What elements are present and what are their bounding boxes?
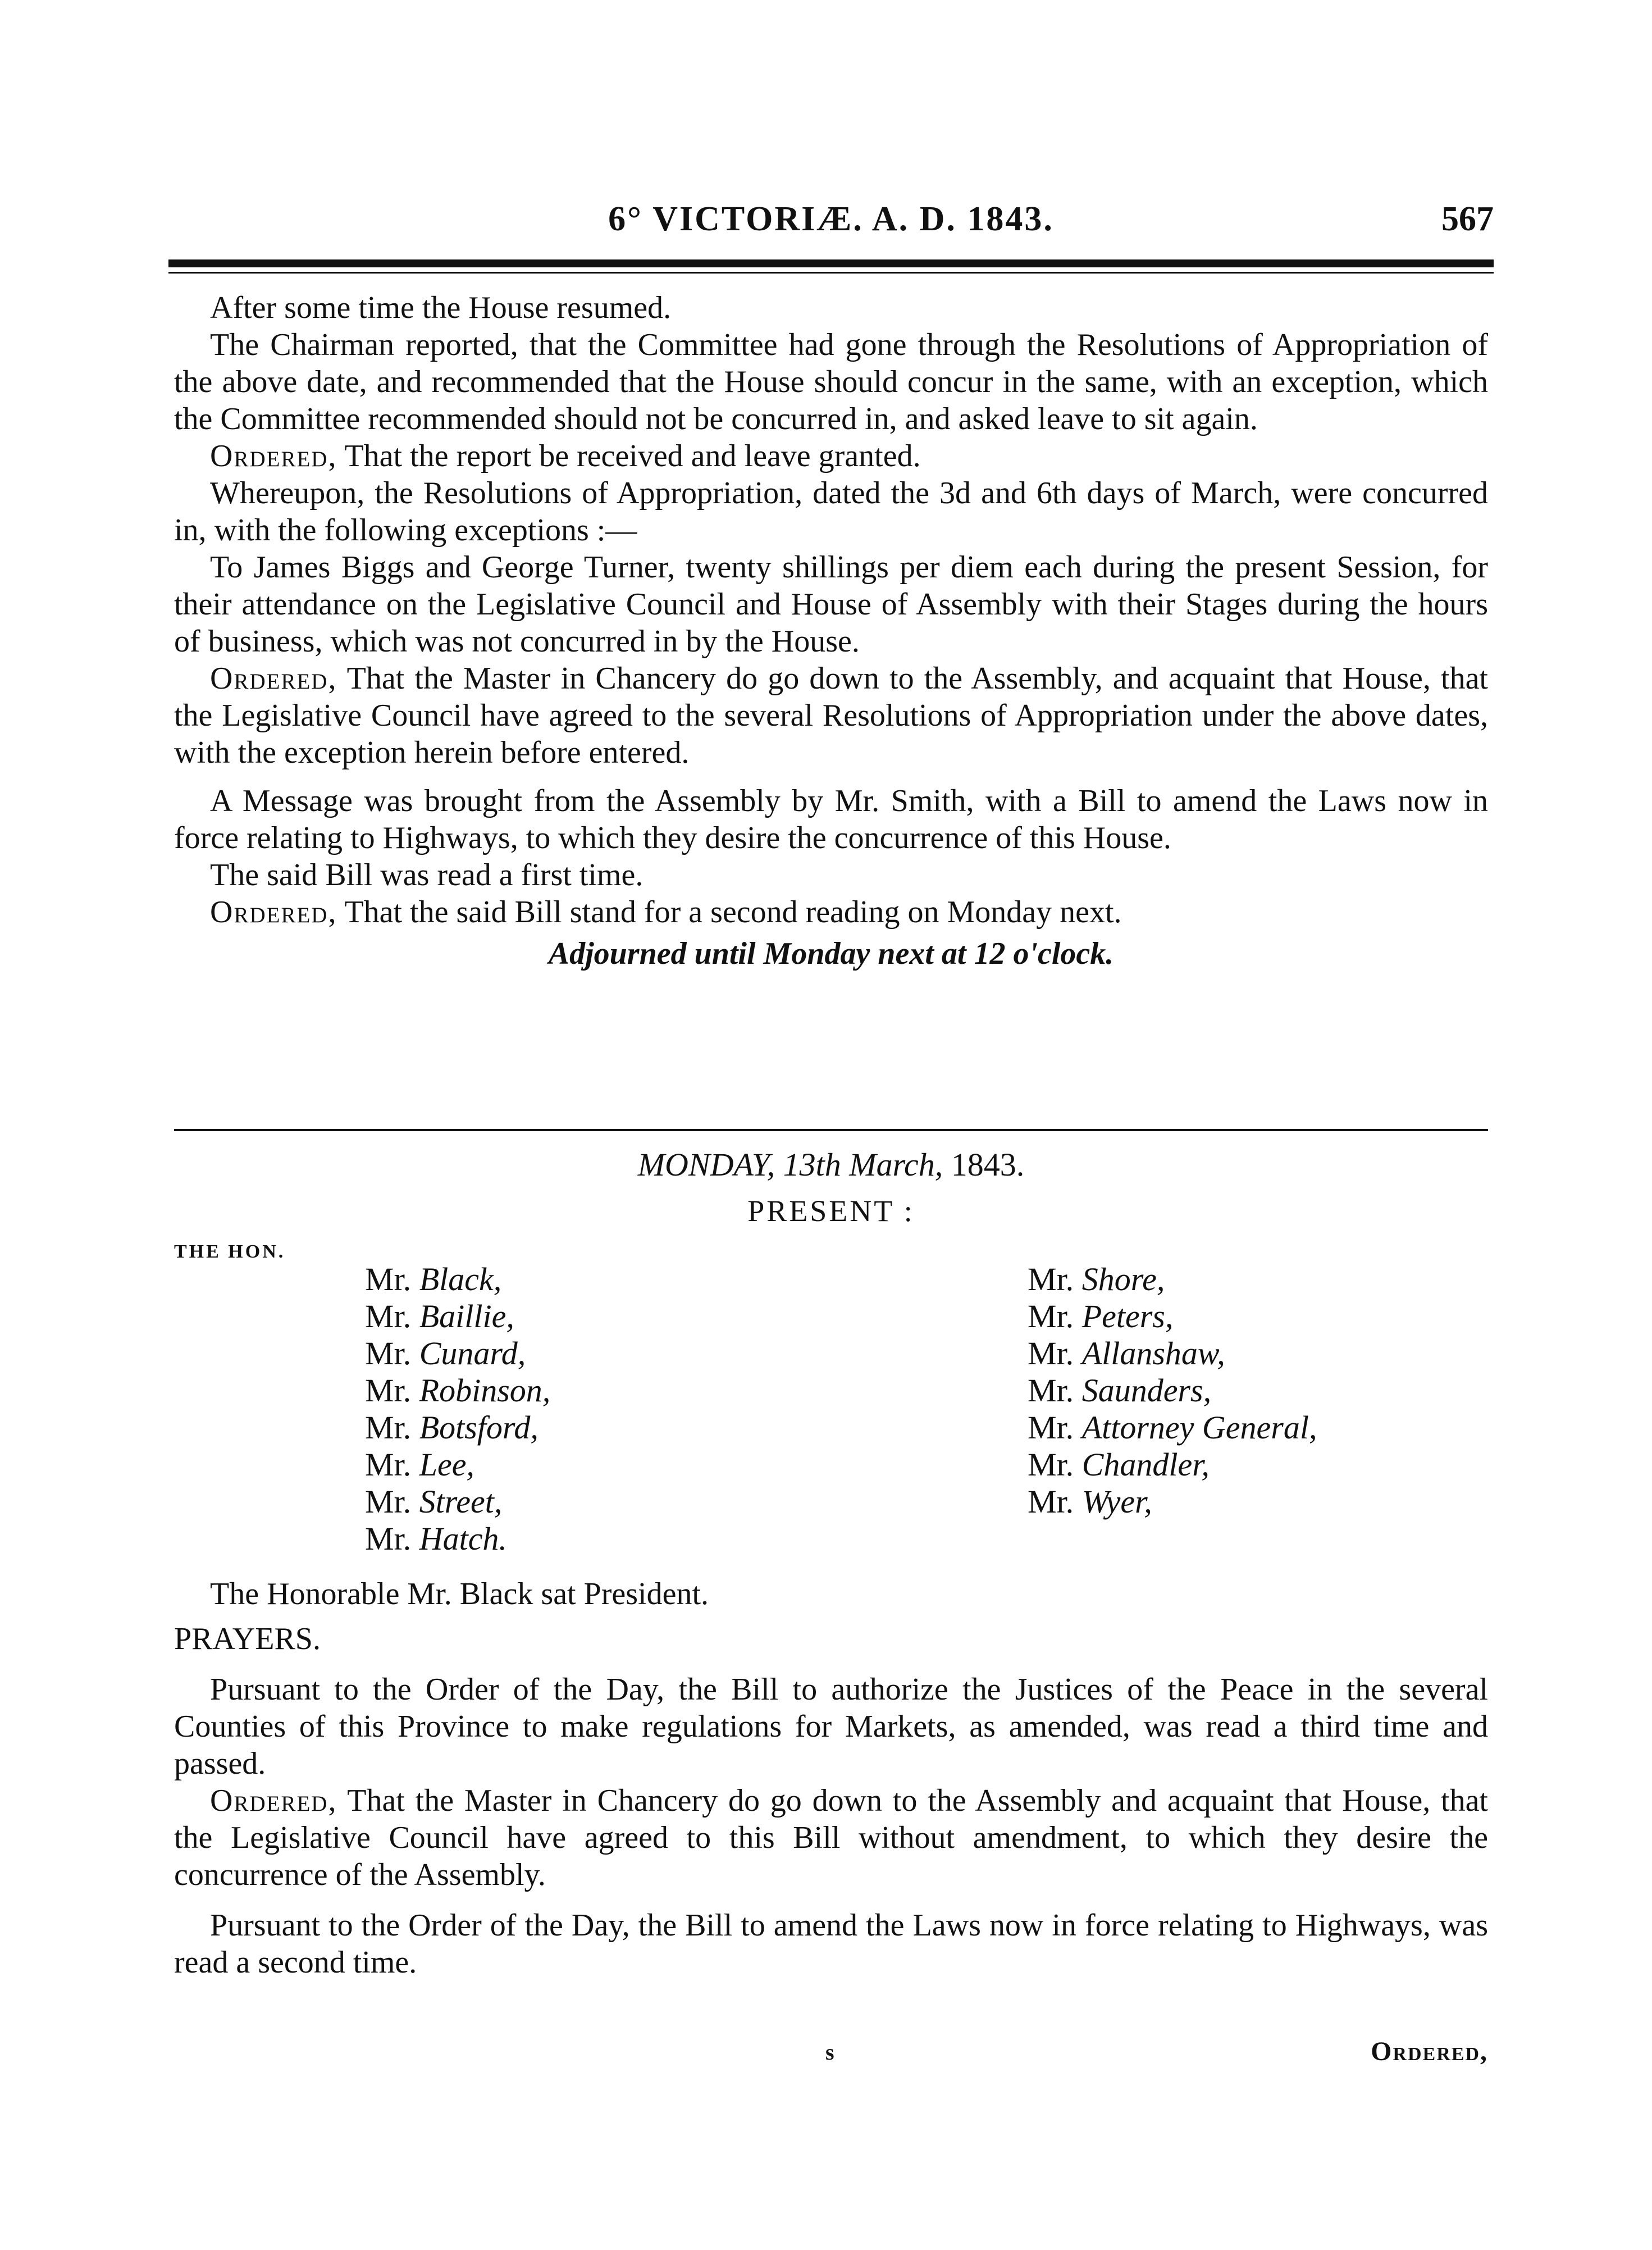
adjournment-line: Adjourned until Monday next at 12 o'clock. — [548, 936, 1114, 971]
header-rule-thin — [168, 272, 1494, 274]
member-name: Street, — [419, 1483, 503, 1520]
member-title: Mr. — [365, 1520, 412, 1557]
member-title: Mr. — [365, 1298, 412, 1334]
member-name: Wyer, — [1081, 1483, 1152, 1520]
paragraph-text: That the Master in Chancery do go down to the Assembly, and acquaint that House, that the Legislative Council have agreed to the several Resolutions of Appropriation under the above dates, with the exception herein before entered. — [174, 661, 1488, 770]
member-name: Robinson, — [419, 1372, 551, 1409]
section-divider — [174, 1129, 1488, 1131]
paragraph: The said Bill was read a first time. — [210, 858, 644, 892]
member-title: Mr. — [365, 1409, 412, 1446]
paragraph — [174, 438, 1488, 475]
member-entry — [365, 1409, 550, 1446]
ordered-lead: Ordered, — [210, 439, 337, 473]
paragraph — [174, 660, 1488, 771]
member-entry — [1028, 1446, 1317, 1483]
present-heading: PRESENT : — [747, 1194, 915, 1228]
running-header — [168, 199, 1494, 256]
member-title: Mr. — [1028, 1409, 1074, 1446]
paragraph — [174, 1782, 1488, 1893]
proceedings-section-1 — [174, 289, 1488, 972]
member-entry — [1028, 1335, 1317, 1372]
members-list-right — [1028, 1261, 1317, 1520]
paragraph — [174, 894, 1488, 931]
member-title: Mr. — [1028, 1298, 1074, 1334]
paragraph-text: That the Master in Chancery do go down to the Assembly and acquaint that House, that the Legislative Council have agreed to this Bill without amendment, to which they desire the concurrence of the Assembly. — [174, 1783, 1488, 1892]
sitting-date — [174, 1146, 1488, 1183]
member-name: Hatch. — [419, 1520, 507, 1557]
paragraph: Pursuant to the Order of the Day, the Bill to amend the Laws now in force relating to Highways, was read a second time. — [174, 1908, 1488, 1980]
member-entry — [1028, 1409, 1317, 1446]
member-title: Mr. — [365, 1372, 412, 1409]
proceedings-section-2 — [174, 1575, 1488, 1981]
ordered-lead: Ordered, — [210, 1783, 337, 1818]
members-list-left — [365, 1261, 550, 1557]
member-name: Allanshaw, — [1081, 1335, 1225, 1372]
member-name: Shore, — [1081, 1261, 1165, 1297]
member-entry — [1028, 1298, 1317, 1335]
sitting-date-rest: 13th March, — [783, 1146, 943, 1183]
ordered-lead: Ordered, — [210, 895, 337, 930]
paragraph: After some time the House resumed. — [210, 290, 672, 325]
member-entry — [365, 1446, 550, 1483]
member-entry — [1028, 1372, 1317, 1409]
member-name: Saunders, — [1081, 1372, 1212, 1409]
member-title: Mr. — [1028, 1261, 1074, 1297]
member-name: Baillie, — [419, 1298, 514, 1334]
member-entry — [365, 1483, 550, 1520]
paragraph: A Message was brought from the Assembly by Mr. Smith, with a Bill to amend the Laws now in force relating to Highways, to which they desire the concurrence of this House. — [174, 784, 1488, 855]
catchword: Ordered, — [1371, 2037, 1488, 2066]
member-name: Attorney General, — [1081, 1409, 1317, 1446]
member-name: Chandler, — [1081, 1446, 1210, 1483]
member-title: Mr. — [1028, 1446, 1074, 1483]
sitting-day: MONDAY, — [637, 1146, 775, 1183]
ordered-lead: Ordered, — [210, 661, 337, 696]
member-entry — [365, 1261, 550, 1298]
the-hon-label: THE HON. — [174, 1241, 286, 1262]
sitting-year: 1843. — [951, 1146, 1025, 1183]
paragraph: The Honorable Mr. Black sat President. — [210, 1577, 709, 1611]
paragraph: The Chairman reported, that the Committee had gone through the Resolutions of Appropriation of the above date, and recommended that the House should concur in the same, with an exception, which the Committee recommended should not be concurred in, and asked leave to sit again. — [174, 327, 1488, 436]
member-entry — [1028, 1483, 1317, 1520]
member-entry — [365, 1335, 550, 1372]
member-title: Mr. — [365, 1483, 412, 1520]
paragraph: Pursuant to the Order of the Day, the Bill to authorize the Justices of the Peace in the several Counties of this Province to make regulations for Markets, as amended, was read a third time and passed. — [174, 1672, 1488, 1781]
running-title: 6° VICTORIÆ. A. D. 1843. — [608, 200, 1054, 238]
member-title: Mr. — [1028, 1483, 1074, 1520]
member-name: Peters, — [1081, 1298, 1174, 1334]
member-title: Mr. — [365, 1261, 412, 1297]
header-rule-thick — [168, 259, 1494, 267]
member-entry — [1028, 1261, 1317, 1298]
member-name: Cunard, — [419, 1335, 526, 1372]
member-entry — [365, 1372, 550, 1409]
member-entry — [365, 1298, 550, 1335]
member-name: Black, — [419, 1261, 502, 1297]
page-number: 567 — [1441, 200, 1494, 238]
prayers-heading: PRAYERS. — [174, 1622, 321, 1656]
paragraph: To James Biggs and George Turner, twenty shillings per diem each during the present Session, for their attendance on the Legislative Council and House of Assembly with their Stages during the hours of business, which was not concurred in by the House. — [174, 550, 1488, 659]
member-name: Lee, — [419, 1446, 474, 1483]
paragraph: Whereupon, the Resolutions of Appropriation, dated the 3d and 6th days of March, were concurred in, with the following exceptions :— — [174, 476, 1488, 548]
member-title: Mr. — [365, 1446, 412, 1483]
member-title: Mr. — [1028, 1335, 1074, 1372]
member-title: Mr. — [365, 1335, 412, 1372]
signature-mark: s — [825, 2039, 834, 2065]
member-title: Mr. — [1028, 1372, 1074, 1409]
member-entry — [365, 1520, 550, 1557]
paragraph-text: That the report be received and leave granted. — [337, 439, 921, 473]
member-name: Botsford, — [419, 1409, 539, 1446]
paragraph-text: That the said Bill stand for a second reading on Monday next. — [337, 895, 1122, 930]
